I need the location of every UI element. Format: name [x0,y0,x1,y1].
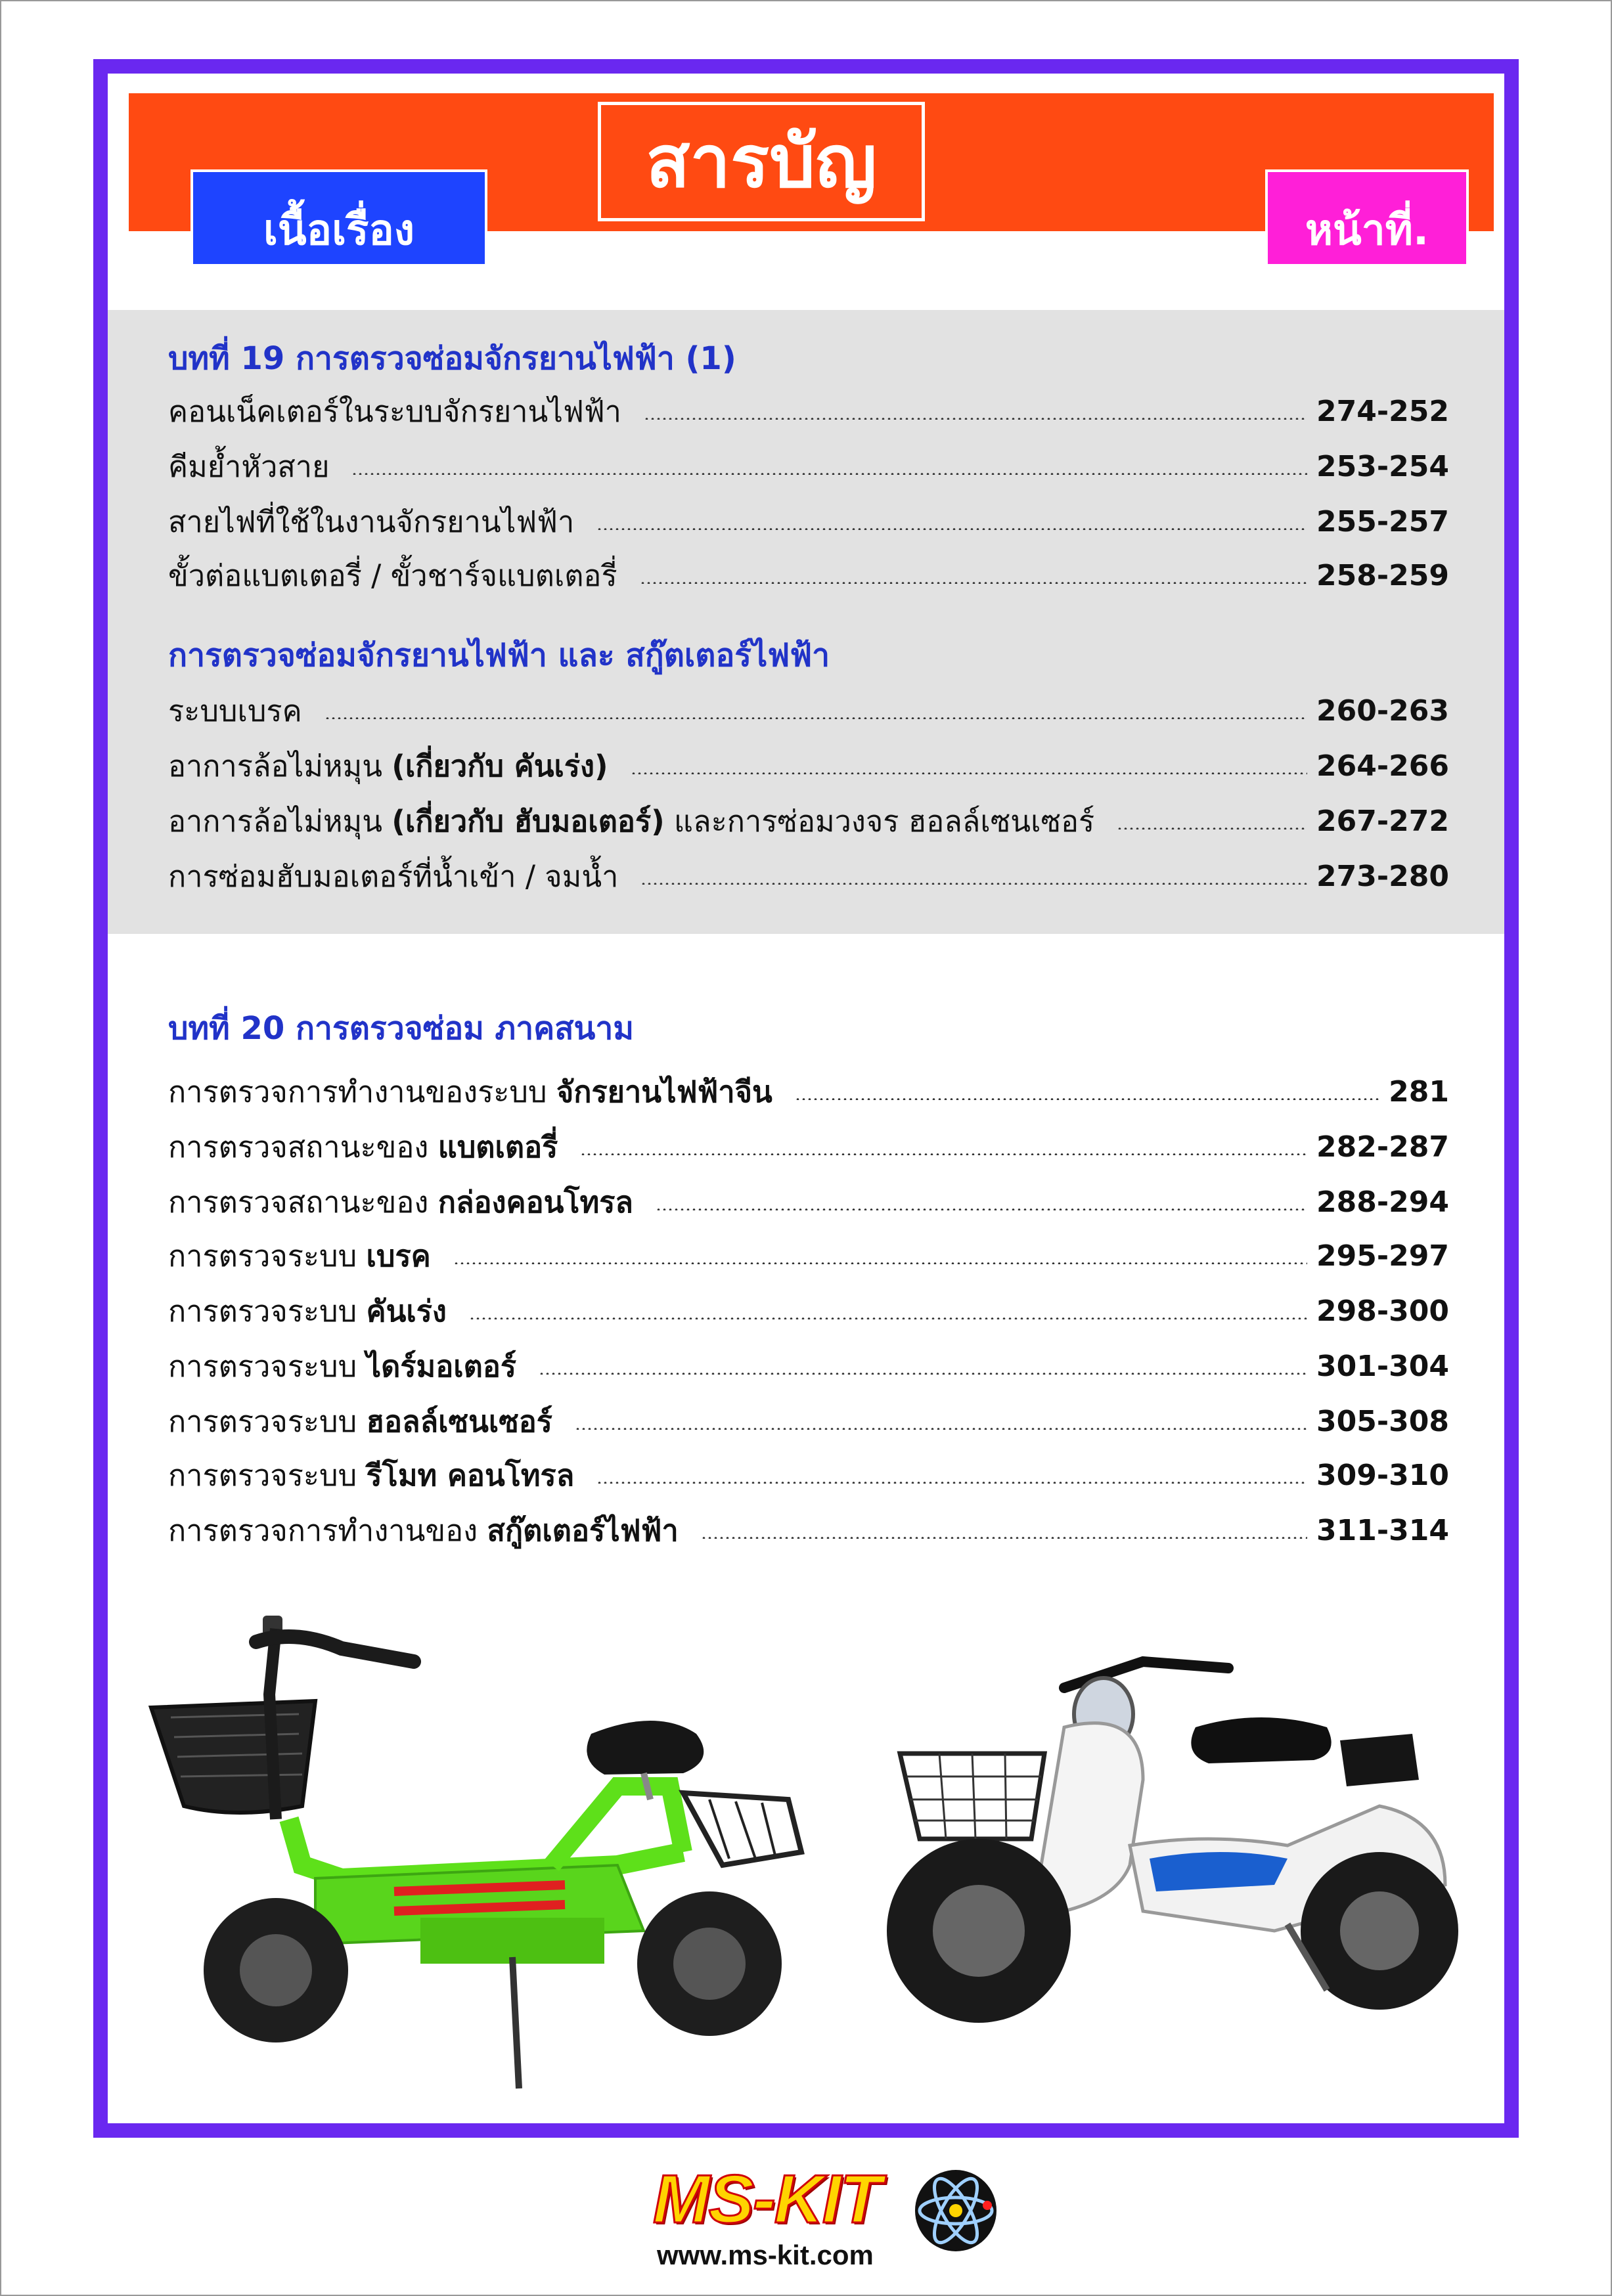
leader-dots [795,1097,1379,1100]
green-scooter-image [145,1602,841,2115]
toc-row[interactable]: การตรวจการทำงานของ สกู๊ตเตอร์ไฟฟ้า 311-314 [168,1513,1449,1548]
leader-dots [351,472,1307,475]
leader-dots [1117,827,1307,829]
toc-row[interactable]: ระบบเบรค 260-263 [168,694,1449,728]
toc-row[interactable]: การตรวจระบบ เบรค 295-297 [168,1239,1449,1273]
page-range: 288-294 [1316,1185,1449,1219]
section-title-chapter-19: บทที่ 19 การตรวจซ่อมจักรยานไฟฟ้า (1) [168,340,736,377]
page-range: 309-310 [1316,1458,1449,1492]
page-range: 281 [1389,1074,1449,1109]
toc-row[interactable]: การซ่อมฮับมอเตอร์ที่น้ำเข้า / จมน้ำ 273-280 [168,859,1449,894]
toc-row[interactable]: คีมย้ำหัวสาย 253-254 [168,449,1449,484]
toc-row[interactable]: สายไฟที่ใช้ในงานจักรยานไฟฟ้า 255-257 [168,504,1449,539]
leader-dots [631,772,1308,774]
website-url: www.ms-kit.com [657,2240,874,2270]
toc-row[interactable]: อาการล้อไม่หมุน (เกี่ยวกับ คันเร่ง) 264-266 [168,749,1449,784]
leader-dots [644,417,1307,420]
toc-row[interactable]: การตรวจการทำงานของระบบ จักรยานไฟฟ้าจีน 281 [168,1074,1449,1109]
section-title-chapter-20: บทที่ 20 การตรวจซ่อม ภาคสนาม [168,1010,634,1047]
page-range: 255-257 [1316,504,1449,539]
toc-row[interactable]: การตรวจระบบ คันเร่ง 298-300 [168,1294,1449,1329]
page-range: 260-263 [1316,694,1449,728]
content-column-tab: เนื้อเรื่อง [190,169,487,267]
leader-dots [701,1536,1307,1539]
leader-dots [580,1153,1307,1155]
toc-row[interactable]: อาการล้อไม่หมุน (เกี่ยวกับ ฮับมอเตอร์) และการซ่อมวงจร ฮอลล์เซนเซอร์ 267-272 [168,804,1449,839]
leader-dots [640,882,1307,885]
page-range: 295-297 [1316,1239,1449,1273]
leader-dots [325,717,1307,719]
page-column-tab: หน้าที่. [1265,169,1469,267]
leader-dots [575,1427,1307,1430]
logo-wordmark: MS-KIT [653,2161,881,2238]
page-range: 305-308 [1316,1404,1449,1438]
leader-dots [469,1317,1307,1319]
leader-dots [596,1481,1307,1484]
toc-row[interactable]: การตรวจระบบ ไดร์มอเตอร์ 301-304 [168,1349,1449,1384]
atom-icon [910,2165,1002,2257]
leader-dots [539,1372,1307,1375]
page-range: 264-266 [1316,749,1449,783]
page-range: 311-314 [1316,1513,1449,1547]
page-range: 282-287 [1316,1130,1449,1164]
toc-row[interactable]: การตรวจระบบ ฮอลล์เซนเซอร์ 305-308 [168,1404,1449,1439]
page-title: สารบัญ [598,102,925,221]
ms-kit-logo [650,2161,1005,2279]
section-title-repair: การตรวจซ่อมจักรยานไฟฟ้า และ สกู๊ตเตอร์ไฟฟ้า [168,637,830,674]
white-ebike-image [867,1648,1524,2069]
page-range: 253-254 [1316,449,1449,483]
leader-dots [640,581,1307,584]
leader-dots [656,1208,1307,1210]
page-range: 274-252 [1316,394,1449,428]
toc-row[interactable]: การตรวจระบบ รีโมท คอนโทรล 309-310 [168,1458,1449,1493]
toc-row[interactable]: การตรวจสถานะของ กล่องคอนโทรล 288-294 [168,1185,1449,1220]
leader-dots [453,1262,1307,1264]
page-range: 273-280 [1316,859,1449,893]
page-range: 258-259 [1316,558,1449,592]
page-range: 298-300 [1316,1294,1449,1328]
page-range: 267-272 [1316,804,1449,838]
leader-dots [596,527,1307,530]
toc-row[interactable]: คอนเน็คเตอร์ในระบบจักรยานไฟฟ้า 274-252 [168,394,1449,429]
page-range: 301-304 [1316,1349,1449,1383]
toc-row[interactable]: ขั้วต่อแบตเตอรี่ / ขั้วชาร์จแบตเตอรี่ 258-259 [168,558,1449,593]
toc-row[interactable]: การตรวจสถานะของ แบตเตอรี่ 282-287 [168,1130,1449,1164]
